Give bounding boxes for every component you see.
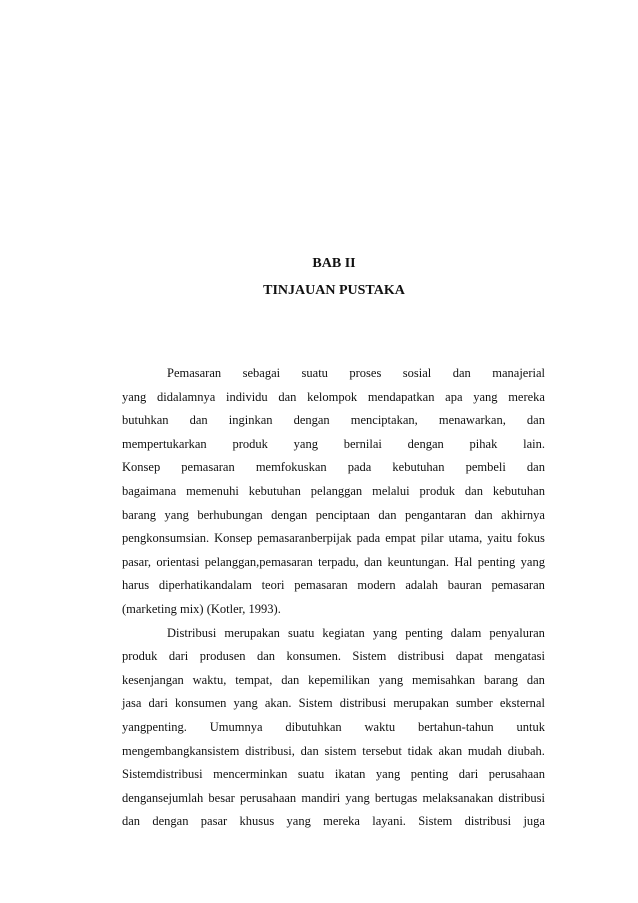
chapter-number: BAB II — [312, 256, 356, 271]
chapter-title: TINJAUAN PUSTAKA — [263, 283, 405, 298]
paragraph-1-line: harus diperhatikandalam teori pemasaran modern adalah bauran pemasaran — [122, 578, 545, 593]
paragraph-2-line: Distribusi merupakan suatu kegiatan yang penting dalam penyaluran — [167, 625, 545, 640]
paragraph-2-line: dan dengan pasar khusus yang mereka layani. Sistem distribusi juga — [122, 814, 545, 829]
paragraph-2-line: jasa dari konsumen yang akan. Sistem distribusi merupakan sumber eksternal — [122, 696, 545, 711]
paragraph-2-line: mengembangkansistem distribusi, dan sistem tersebut tidak akan mudah diubah. — [122, 743, 545, 758]
paragraph-2-line: yangpenting. Umumnya dibutuhkan waktu bertahun-tahun untuk — [122, 719, 545, 734]
paragraph-2-line: kesenjangan waktu, tempat, dan kepemilikan yang memisahkan barang dan — [122, 672, 545, 687]
paragraph-1-line: mempertukarkan produk yang bernilai dengan pihak lain. — [122, 436, 545, 451]
body-text — [122, 362, 545, 834]
paragraph-2-line: dengansejumlah besar perusahaan mandiri yang bertugas melaksanakan distribusi — [122, 790, 545, 805]
paragraph-1-line: Konsep pemasaran memfokuskan pada kebutuhan pembeli dan — [122, 460, 545, 475]
paragraph-1-line: bagaimana memenuhi kebutuhan pelanggan melalui produk dan kebutuhan — [122, 483, 545, 498]
paragraph-2-line: Sistemdistribusi mencerminkan suatu ikatan yang penting dari perusahaan — [122, 767, 545, 782]
paragraph-1-line: yang didalamnya individu dan kelompok mendapatkan apa yang mereka — [122, 389, 545, 404]
paragraph-1-line: (marketing mix) (Kotler, 1993). — [122, 601, 281, 616]
paragraph-2-line: produk dari produsen dan konsumen. Sistem distribusi dapat mengatasi — [122, 649, 545, 664]
paragraph-1-line: Pemasaran sebagai suatu proses sosial dan manajerial — [167, 366, 545, 380]
paragraph-1-line: pasar, orientasi pelanggan,pemasaran terpadu, dan keuntungan. Hal penting yang — [122, 554, 545, 569]
paragraph-1-line: butuhkan dan inginkan dengan menciptakan, menawarkan, dan — [122, 413, 545, 428]
paragraph-1-line: pengkonsumsian. Konsep pemasaranberpijak pada empat pilar utama, yaitu fokus — [122, 531, 545, 546]
paragraph-1-line: barang yang berhubungan dengan penciptaan dan pengantaran dan akhirnya — [122, 507, 545, 522]
